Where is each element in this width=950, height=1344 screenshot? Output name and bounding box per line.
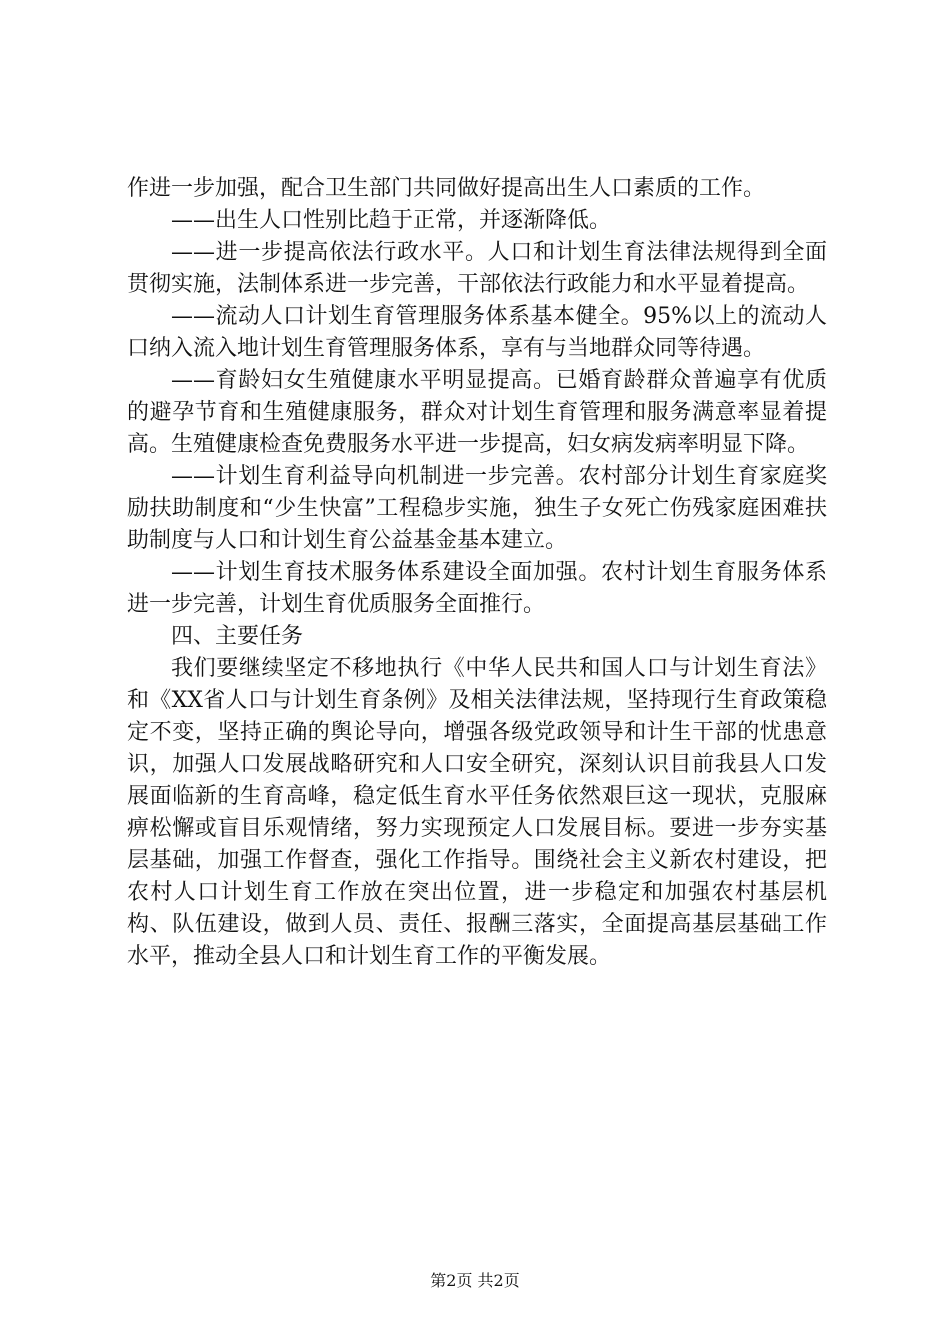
paragraph-continuation: 作进一步加强，配合卫生部门共同做好提高出生人口素质的工作。 [127,176,766,201]
paragraph-reproductive-health: ——育龄妇女生殖健康水平明显提高。已婚育龄群众普遍享有优质的避孕节育和生殖健康服务，群众对计划生育管理和服务满意率显着提高。生殖健康检查免费服务水平进一步提高，妇女病发病率明显下降。 [127,368,827,457]
page-number-label: 第2页 共2页 [430,1271,520,1290]
paragraph-law-administration: ——进一步提高依法行政水平。人口和计划生育法律法规得到全面贯彻实施，法制体系进一步完善，干部依法行政能力和水平显着提高。 [127,240,827,297]
section-heading-main-tasks: 四、主要任务 [171,624,304,649]
paragraph-sex-ratio: ——出生人口性别比趋于正常，并逐渐降低。 [171,208,612,233]
paragraph-incentive-mechanism: ——计划生育利益导向机制进一步完善。农村部分计划生育家庭奖励扶助制度和“少生快富”工程稳步实施，独生子女死亡伤残家庭困难扶助制度与人口和计划生育公益基金基本建立。 [127,464,827,553]
paragraph-technical-service: ——计划生育技术服务体系建设全面加强。农村计划生育服务体系进一步完善，计划生育优质服务全面推行。 [127,560,827,617]
document-body [127,173,827,973]
page-footer [0,1271,950,1291]
paragraph-main-tasks: 我们要继续坚定不移地执行《中华人民共和国人口与计划生育法》和《XX省人口与计划生育条例》及相关法律法规，坚持现行生育政策稳定不变，坚持正确的舆论导向，增强各级党政领导和计生干部的忧患意识，加强人口发展战略研究和人口安全研究，深刻认识目前我县人口发展面临新的生育高峰，稳定低生育水平任务依然艰巨这一现状，克服麻痹松懈或盲目乐观情绪，努力实现预定人口发展目标。要进一步夯实基层基础，加强工作督查，强化工作指导。围绕社会主义新农村建设，把农村人口计划生育工作放在突出位置，进一步稳定和加强农村基层机构、队伍建设，做到人员、责任、报酬三落实，全面提高基层基础工作水平，推动全县人口和计划生育工作的平衡发展。 [127,656,827,969]
paragraph-floating-population: ——流动人口计划生育管理服务体系基本健全。95%以上的流动人口纳入流入地计划生育管理服务体系，享有与当地群众同等待遇。 [127,304,827,361]
